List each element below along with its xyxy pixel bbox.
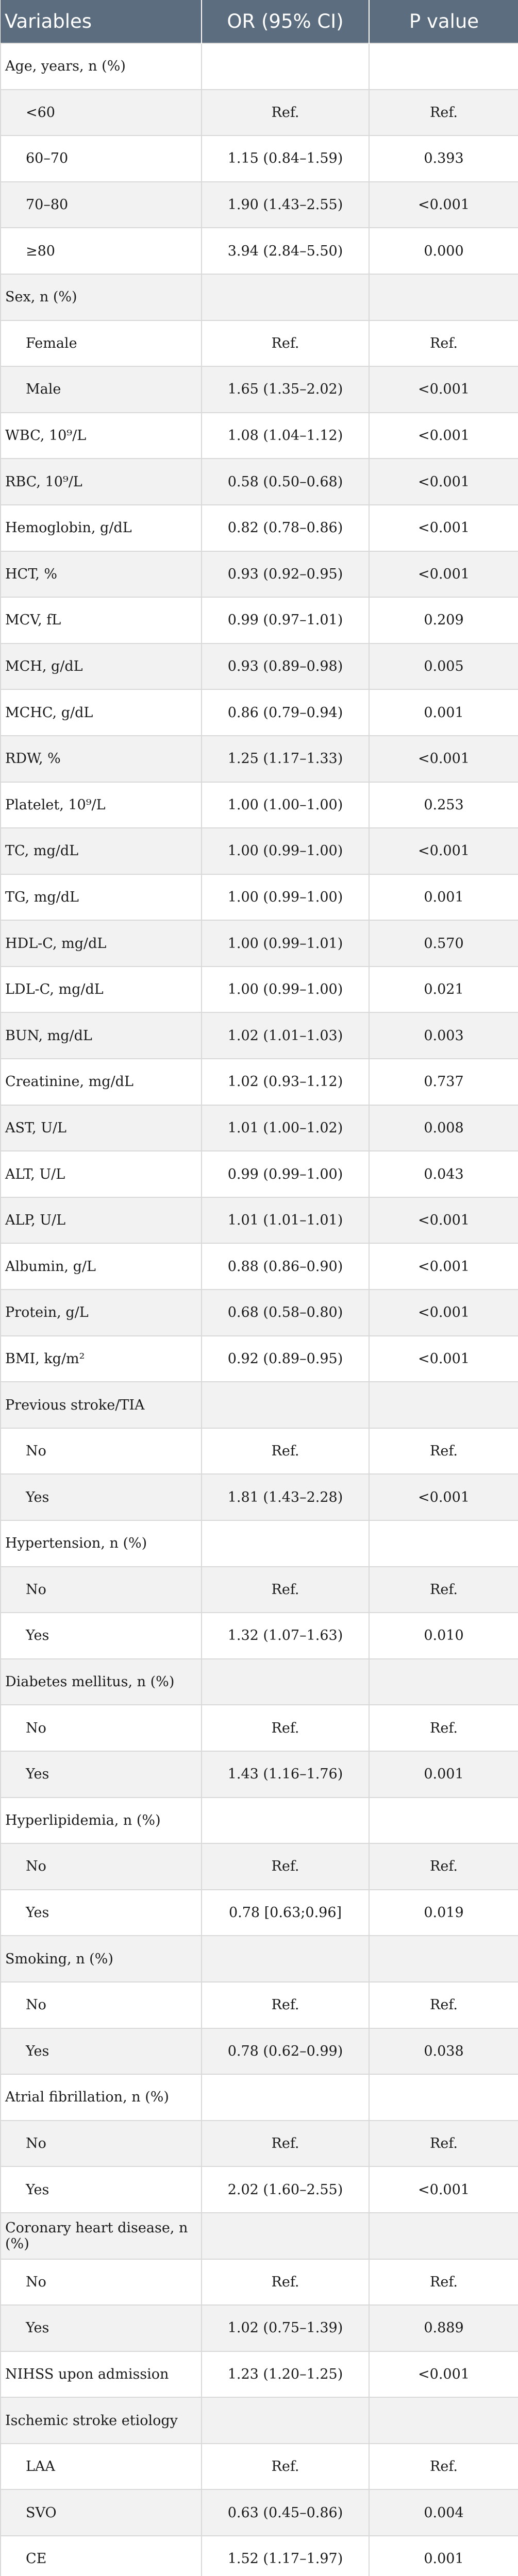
or-cell: 0.88 (0.86–0.90) — [202, 1243, 369, 1290]
p-value-cell: <0.001 — [369, 413, 518, 459]
p-value-cell: 0.038 — [369, 2028, 518, 2075]
or-cell — [202, 2074, 369, 2121]
table-row — [1, 782, 518, 828]
table-row — [1, 1243, 518, 1290]
or-cell: Ref. — [202, 90, 369, 136]
or-cell: 0.93 (0.92–0.95) — [202, 551, 369, 598]
variable-cell: Platelet, 10⁹/L — [1, 782, 202, 828]
variable-cell: Yes — [1, 1751, 202, 1798]
variable-cell: LDL-C, mg/dL — [1, 967, 202, 1013]
header-or: OR (95% CI) — [202, 0, 369, 43]
header-p-value: P value — [369, 0, 518, 43]
variable-cell: NIHSS upon admission — [1, 2351, 202, 2398]
p-value-cell: <0.001 — [369, 1336, 518, 1382]
or-cell: 1.02 (0.75–1.39) — [202, 2305, 369, 2351]
or-cell: 1.02 (0.93–1.12) — [202, 1059, 369, 1105]
or-cell: Ref. — [202, 1428, 369, 1475]
or-cell: 1.90 (1.43–2.55) — [202, 182, 369, 228]
p-value-cell: 0.019 — [369, 1890, 518, 1936]
or-cell: 1.43 (1.16–1.76) — [202, 1751, 369, 1798]
p-value-cell: 0.001 — [369, 689, 518, 736]
p-value-cell: <0.001 — [369, 1197, 518, 1244]
variable-cell: BUN, mg/dL — [1, 1012, 202, 1059]
p-value-cell: 0.003 — [369, 1012, 518, 1059]
table-row — [1, 43, 518, 90]
table-row — [1, 320, 518, 367]
or-cell: 0.78 (0.62–0.99) — [202, 2028, 369, 2075]
p-value-cell: 0.008 — [369, 1105, 518, 1151]
p-value-cell: <0.001 — [369, 366, 518, 413]
or-cell: Ref. — [202, 2444, 369, 2490]
or-cell: 1.32 (1.07–1.63) — [202, 1613, 369, 1659]
p-value-cell — [369, 1520, 518, 1567]
or-cell: 1.08 (1.04–1.12) — [202, 413, 369, 459]
or-cell — [202, 1520, 369, 1567]
or-cell — [202, 274, 369, 320]
variable-cell: Atrial fibrillation, n (%) — [1, 2074, 202, 2121]
p-value-cell: 0.000 — [369, 228, 518, 274]
variable-cell: CE — [1, 2536, 202, 2576]
or-cell: 1.00 (0.99–1.01) — [202, 920, 369, 967]
p-value-cell: 0.001 — [369, 1751, 518, 1798]
table-row — [1, 920, 518, 967]
variable-cell: Hyperlipidemia, n (%) — [1, 1798, 202, 1844]
or-cell: Ref. — [202, 1843, 369, 1890]
p-value-cell: 0.004 — [369, 2489, 518, 2536]
table-row — [1, 2351, 518, 2398]
or-cell — [202, 43, 369, 90]
table-row — [1, 459, 518, 505]
table-row — [1, 182, 518, 228]
p-value-cell: <0.001 — [369, 182, 518, 228]
table-row — [1, 2166, 518, 2213]
p-value-cell: <0.001 — [369, 2166, 518, 2213]
or-cell: 1.00 (0.99–1.00) — [202, 828, 369, 874]
table-row — [1, 1890, 518, 1936]
p-value-cell — [369, 43, 518, 90]
table-header-row — [1, 0, 518, 43]
table-row — [1, 366, 518, 413]
variable-cell: HDL-C, mg/dL — [1, 920, 202, 967]
variable-cell: No — [1, 1567, 202, 1613]
p-value-cell — [369, 1659, 518, 1705]
p-value-cell: 0.001 — [369, 2536, 518, 2576]
or-cell: 0.93 (0.89–0.98) — [202, 643, 369, 690]
or-cell: 3.94 (2.84–5.50) — [202, 228, 369, 274]
or-cell — [202, 1936, 369, 1982]
table-row — [1, 1659, 518, 1705]
or-cell: 0.58 (0.50–0.68) — [202, 459, 369, 505]
table-row — [1, 1197, 518, 1244]
or-cell: 2.02 (1.60–2.55) — [202, 2166, 369, 2213]
p-value-cell — [369, 1936, 518, 1982]
table-row — [1, 274, 518, 320]
table-row — [1, 1705, 518, 1751]
variable-cell: No — [1, 2259, 202, 2306]
table-row — [1, 1982, 518, 2028]
p-value-cell: Ref. — [369, 2259, 518, 2306]
table-row — [1, 1613, 518, 1659]
variable-cell: RBC, 10⁹/L — [1, 459, 202, 505]
table-row — [1, 505, 518, 551]
p-value-cell: <0.001 — [369, 736, 518, 782]
p-value-cell: <0.001 — [369, 1474, 518, 1520]
variable-cell: Female — [1, 320, 202, 367]
or-cell: 1.01 (1.00–1.02) — [202, 1105, 369, 1151]
p-value-cell: Ref. — [369, 1428, 518, 1475]
variable-cell: Creatinine, mg/dL — [1, 1059, 202, 1105]
table-row — [1, 135, 518, 182]
table-row — [1, 1428, 518, 1475]
or-cell: 0.99 (0.97–1.01) — [202, 597, 369, 643]
p-value-cell: 0.001 — [369, 874, 518, 921]
table-row — [1, 1798, 518, 1844]
p-value-cell — [369, 2397, 518, 2444]
or-cell: Ref. — [202, 1982, 369, 2028]
variable-cell: No — [1, 1982, 202, 2028]
table-row — [1, 1474, 518, 1520]
or-cell: Ref. — [202, 1705, 369, 1751]
variable-cell: <60 — [1, 90, 202, 136]
variable-cell: MCHC, g/dL — [1, 689, 202, 736]
p-value-cell: Ref. — [369, 90, 518, 136]
variable-cell: No — [1, 1843, 202, 1890]
or-cell — [202, 2397, 369, 2444]
or-cell: 1.00 (0.99–1.00) — [202, 874, 369, 921]
variable-cell: TC, mg/dL — [1, 828, 202, 874]
variable-cell: Yes — [1, 1890, 202, 1936]
variable-cell: TG, mg/dL — [1, 874, 202, 921]
p-value-cell: <0.001 — [369, 1290, 518, 1336]
table-row — [1, 597, 518, 643]
table-row — [1, 2536, 518, 2576]
or-cell: 1.00 (0.99–1.00) — [202, 967, 369, 1013]
table-row — [1, 2305, 518, 2351]
header-variables: Variables — [1, 0, 202, 43]
table-row — [1, 2489, 518, 2536]
variable-cell: Albumin, g/L — [1, 1243, 202, 1290]
variable-cell: Hemoglobin, g/dL — [1, 505, 202, 551]
table-row — [1, 736, 518, 782]
or-cell: 0.92 (0.89–0.95) — [202, 1336, 369, 1382]
table-row — [1, 689, 518, 736]
table-row — [1, 1567, 518, 1613]
variable-cell: Yes — [1, 2028, 202, 2075]
or-cell — [202, 1659, 369, 1705]
p-value-cell: 0.570 — [369, 920, 518, 967]
or-cell: 1.23 (1.20–1.25) — [202, 2351, 369, 2398]
variable-cell: No — [1, 1705, 202, 1751]
p-value-cell — [369, 2213, 518, 2259]
or-cell: 1.01 (1.01–1.01) — [202, 1197, 369, 1244]
table-row — [1, 1382, 518, 1428]
or-cell: Ref. — [202, 2121, 369, 2167]
variable-cell: Yes — [1, 1613, 202, 1659]
p-value-cell: Ref. — [369, 2121, 518, 2167]
variable-cell: AST, U/L — [1, 1105, 202, 1151]
table-row — [1, 643, 518, 690]
or-cell: 1.52 (1.17–1.97) — [202, 2536, 369, 2576]
table-row — [1, 828, 518, 874]
variable-cell: ≥80 — [1, 228, 202, 274]
variable-cell: Hypertension, n (%) — [1, 1520, 202, 1567]
table-row — [1, 1751, 518, 1798]
variable-cell: HCT, % — [1, 551, 202, 598]
p-value-cell: Ref. — [369, 320, 518, 367]
variable-cell: LAA — [1, 2444, 202, 2490]
p-value-cell: <0.001 — [369, 2351, 518, 2398]
or-cell: 0.99 (0.99–1.00) — [202, 1151, 369, 1197]
variable-cell: No — [1, 1428, 202, 1475]
or-cell: 1.25 (1.17–1.33) — [202, 736, 369, 782]
p-value-cell: Ref. — [369, 1982, 518, 2028]
variable-cell: WBC, 10⁹/L — [1, 413, 202, 459]
or-cell: Ref. — [202, 2259, 369, 2306]
variable-cell: Yes — [1, 1474, 202, 1520]
p-value-cell: Ref. — [369, 2444, 518, 2490]
variable-cell: Diabetes mellitus, n (%) — [1, 1659, 202, 1705]
variable-cell: Protein, g/L — [1, 1290, 202, 1336]
p-value-cell: Ref. — [369, 1843, 518, 1890]
p-value-cell: <0.001 — [369, 505, 518, 551]
variable-cell: Ischemic stroke etiology — [1, 2397, 202, 2444]
or-cell: Ref. — [202, 1567, 369, 1613]
variable-cell: ALT, U/L — [1, 1151, 202, 1197]
table-row — [1, 2074, 518, 2121]
or-cell: 0.68 (0.58–0.80) — [202, 1290, 369, 1336]
variable-cell: BMI, kg/m² — [1, 1336, 202, 1382]
table-row — [1, 1290, 518, 1336]
p-value-cell: 0.021 — [369, 967, 518, 1013]
table-row — [1, 1105, 518, 1151]
variable-cell: ALP, U/L — [1, 1197, 202, 1244]
variable-cell: MCH, g/dL — [1, 643, 202, 690]
variable-cell: Yes — [1, 2305, 202, 2351]
p-value-cell — [369, 1382, 518, 1428]
p-value-cell: <0.001 — [369, 1243, 518, 1290]
p-value-cell: 0.393 — [369, 135, 518, 182]
variable-cell: 60–70 — [1, 135, 202, 182]
table-row — [1, 1843, 518, 1890]
table-row — [1, 1936, 518, 1982]
variable-cell: Coronary heart disease, n (%) — [1, 2213, 202, 2259]
table-body — [1, 43, 518, 2576]
or-cell — [202, 1382, 369, 1428]
variable-cell: RDW, % — [1, 736, 202, 782]
variable-cell: Age, years, n (%) — [1, 43, 202, 90]
variable-cell: No — [1, 2121, 202, 2167]
or-cell — [202, 1798, 369, 1844]
p-value-cell: <0.001 — [369, 459, 518, 505]
or-cell: Ref. — [202, 320, 369, 367]
or-cell: 1.65 (1.35–2.02) — [202, 366, 369, 413]
p-value-cell: Ref. — [369, 1567, 518, 1613]
or-cell: 0.82 (0.78–0.86) — [202, 505, 369, 551]
or-cell: 1.15 (0.84–1.59) — [202, 135, 369, 182]
table-row — [1, 1012, 518, 1059]
p-value-cell: 0.889 — [369, 2305, 518, 2351]
variable-cell: Smoking, n (%) — [1, 1936, 202, 1982]
table-row — [1, 551, 518, 598]
variable-cell: Yes — [1, 2166, 202, 2213]
table-row — [1, 874, 518, 921]
p-value-cell: 0.209 — [369, 597, 518, 643]
table-row — [1, 2213, 518, 2259]
table-row — [1, 2121, 518, 2167]
or-cell: 1.00 (1.00–1.00) — [202, 782, 369, 828]
variable-cell: Previous stroke/TIA — [1, 1382, 202, 1428]
table-row — [1, 2259, 518, 2306]
or-cell: 1.81 (1.43–2.28) — [202, 1474, 369, 1520]
or-cell — [202, 2213, 369, 2259]
or-cell: 1.02 (1.01–1.03) — [202, 1012, 369, 1059]
table-row — [1, 1336, 518, 1382]
p-value-cell — [369, 274, 518, 320]
p-value-cell — [369, 1798, 518, 1844]
table-row — [1, 2444, 518, 2490]
p-value-cell: 0.005 — [369, 643, 518, 690]
p-value-cell: 0.737 — [369, 1059, 518, 1105]
or-cell: 0.86 (0.79–0.94) — [202, 689, 369, 736]
p-value-cell: Ref. — [369, 1705, 518, 1751]
variable-cell: Sex, n (%) — [1, 274, 202, 320]
variable-cell: 70–80 — [1, 182, 202, 228]
p-value-cell: <0.001 — [369, 828, 518, 874]
table-row — [1, 967, 518, 1013]
or-cell: 0.63 (0.45–0.86) — [202, 2489, 369, 2536]
p-value-cell: <0.001 — [369, 551, 518, 598]
table-row — [1, 1059, 518, 1105]
table-row — [1, 1520, 518, 1567]
p-value-cell: 0.253 — [369, 782, 518, 828]
p-value-cell: 0.010 — [369, 1613, 518, 1659]
table-row — [1, 413, 518, 459]
p-value-cell — [369, 2074, 518, 2121]
variable-cell: Male — [1, 366, 202, 413]
table-row — [1, 90, 518, 136]
p-value-cell: 0.043 — [369, 1151, 518, 1197]
table-row — [1, 2397, 518, 2444]
variable-cell: MCV, fL — [1, 597, 202, 643]
table-row — [1, 228, 518, 274]
table-row — [1, 2028, 518, 2075]
variable-cell: SVO — [1, 2489, 202, 2536]
or-cell: 0.78 [0.63;0.96] — [202, 1890, 369, 1936]
table-row — [1, 1151, 518, 1197]
